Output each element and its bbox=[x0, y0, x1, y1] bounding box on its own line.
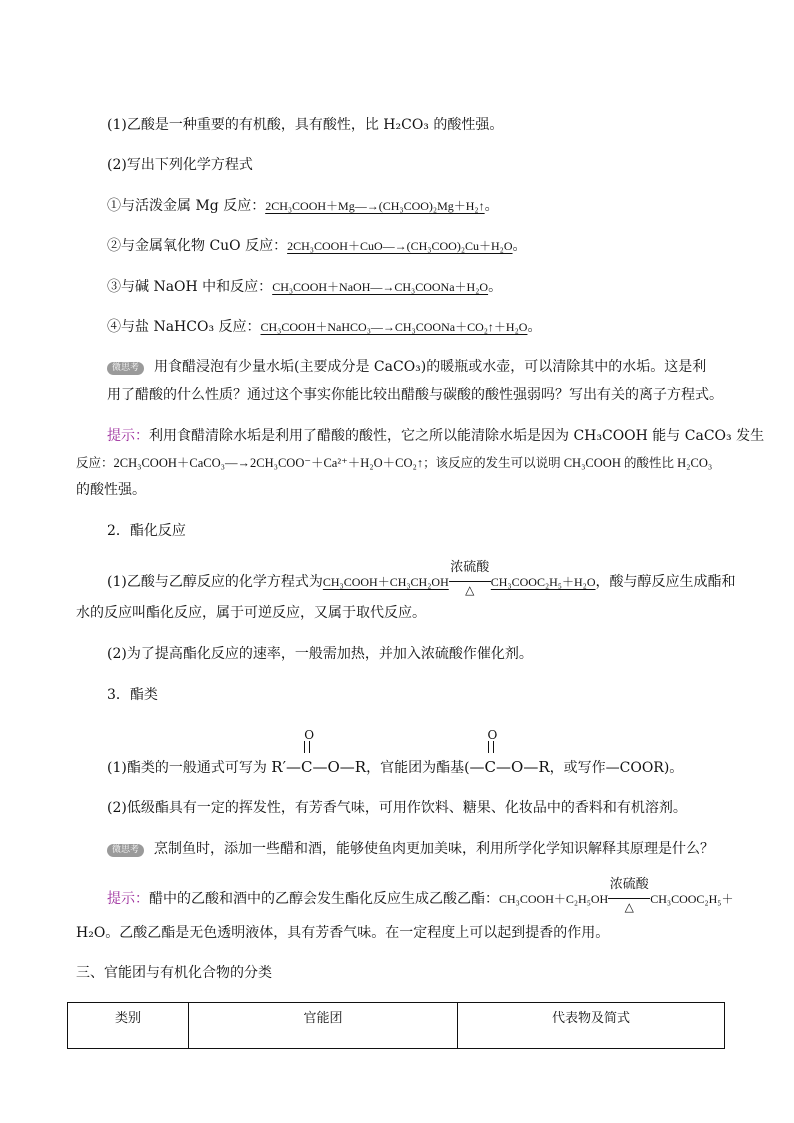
equation-right: CH₃COOC₂H₅＋H₂O bbox=[490, 575, 596, 589]
text: ，酸与醇反应生成酯和 bbox=[595, 574, 736, 590]
think-text: 烹制鱼时，添加一些醋和酒，能够使鱼肉更加美味，利用所学化学知识解释其原理是什么？ bbox=[154, 841, 715, 857]
equation-label: ③与碱 NaOH 中和反应： bbox=[107, 279, 273, 295]
equation-nahco3: ④与盐 NaHCO₃ 反应：CH₃COOH＋NaHCO₃―→CH₃COONa＋CO₂↑＋H₂O。 bbox=[107, 319, 542, 335]
think-question-2 bbox=[107, 840, 714, 858]
ester-properties: (2)低级酯具有一定的挥发性，有芳香气味，可用作饮料、糖果、化妆品中的香料和有机溶剂。 bbox=[107, 800, 687, 816]
think-question-1-cont: 用了醋酸的什么性质？通过这个事实你能比较出醋酸与碳酸的酸性强弱吗？写出有关的离子方程式。 bbox=[107, 387, 723, 403]
ester-group-formula bbox=[469, 728, 550, 776]
reaction-condition bbox=[449, 560, 491, 597]
header-category: 类别 bbox=[68, 1003, 189, 1049]
section-esters: 3．酯类 bbox=[107, 687, 158, 703]
hint-text: 醋中的乙酸和酒中的乙醇会发生酯化反应生成乙酸乙酯： bbox=[149, 891, 499, 907]
table-header-row bbox=[68, 1003, 725, 1049]
section-esterification: 2．酯化反应 bbox=[107, 523, 186, 539]
think-badge: 微思考 bbox=[107, 844, 144, 857]
text: (1)酯类的一般通式可写为 bbox=[107, 760, 267, 776]
equation-answer: 2CH₃COOH＋CuO―→(CH₃COO)₂Cu＋H₂O bbox=[287, 239, 513, 253]
equation-right: CH₃COOC₂H₅＋ bbox=[650, 892, 734, 906]
carbonyl-oxygen: O bbox=[487, 728, 498, 742]
paragraph-equations-heading: (2)写出下列化学方程式 bbox=[107, 157, 253, 173]
condition-catalyst: 浓硫酸 bbox=[450, 560, 490, 575]
equation-label: ④与盐 NaHCO₃ 反应： bbox=[107, 319, 261, 335]
carbonyl-oxygen: O bbox=[304, 728, 315, 742]
header-functional-group: 官能团 bbox=[189, 1003, 458, 1049]
equation-answer: 2CH₃COOH＋Mg―→(CH₃COO)₂Mg＋H₂↑ bbox=[265, 199, 485, 213]
esterification-definition: 水的反应叫酯化反应，属于可逆反应，又属于取代反应。 bbox=[76, 605, 426, 621]
section-functional-groups: 三、官能团与有机化合物的分类 bbox=[76, 965, 272, 981]
equation-label: ①与活泼金属 Mg 反应： bbox=[107, 198, 266, 214]
condition-heat: △ bbox=[624, 900, 634, 914]
paragraph-acid-strength: (1)乙酸是一种重要的有机酸，具有酸性，比 H₂CO₃ 的酸性强。 bbox=[107, 117, 504, 133]
hint-1-end: 的酸性强。 bbox=[76, 482, 146, 498]
condition-catalyst: 浓硫酸 bbox=[609, 877, 649, 892]
hint-1 bbox=[107, 427, 764, 445]
reaction-condition bbox=[608, 877, 650, 914]
condition-heat: △ bbox=[465, 583, 475, 597]
think-question-1 bbox=[107, 358, 706, 376]
esterification-equation-line bbox=[107, 560, 736, 597]
think-text: 用食醋浸泡有少量水垢(主要成分是 CaCO₃)的暖瓶或水壶，可以清除其中的水垢。这是利 bbox=[154, 359, 707, 375]
equation-mg: ①与活泼金属 Mg 反应：2CH₃COOH＋Mg―→(CH₃COO)₂Mg＋H₂↑。 bbox=[107, 198, 499, 214]
hint-label: 提示： bbox=[107, 428, 149, 444]
text: ，官能团为酯基( bbox=[366, 760, 470, 776]
hint-2-cont: H₂O。乙酸乙酯是无色透明液体，具有芳香气味。在一定程度上可以起到提香的作用。 bbox=[76, 925, 610, 941]
classification-table bbox=[67, 1002, 725, 1049]
equation-answer: CH₃COOH＋NaOH―→CH₃COONa＋H₂O bbox=[272, 280, 489, 294]
formula-text: R′—C—O—R bbox=[271, 758, 367, 776]
equation-cuo: ②与金属氧化物 CuO 反应：2CH₃COOH＋CuO―→(CH₃COO)₂Cu＋H₂O。 bbox=[107, 238, 527, 254]
equation-left: CH₃COOH＋CH₃CH₂OH bbox=[322, 575, 449, 589]
header-representative: 代表物及简式 bbox=[458, 1003, 725, 1049]
formula-text: —C—O—R bbox=[469, 758, 550, 776]
hint-text: 利用食醋清除水垢是利用了醋酸的酸性，它之所以能清除水垢是因为 CH₃COOH 能与 CaCO₃ 发生 bbox=[149, 428, 765, 444]
hint-2 bbox=[107, 877, 734, 914]
equation-label: ②与金属氧化物 CuO 反应： bbox=[107, 238, 288, 254]
text: ，或写作—COOR)。 bbox=[549, 760, 684, 776]
equation-answer: CH₃COOH＋NaHCO₃―→CH₃COONa＋CO₂↑＋H₂O bbox=[260, 320, 528, 334]
ester-general-formula-line bbox=[107, 728, 684, 777]
hint-1-equation: 反应：2CH₃COOH＋CaCO₃―→2CH₃COO⁻＋Ca²⁺＋H₂O＋CO₂↑；该反应的发生可以说明 CH₃COOH 的酸性比 H₂CO₃ bbox=[76, 456, 713, 470]
ester-general-formula bbox=[271, 728, 367, 776]
equation-left: CH₃COOH＋C₂H₅OH bbox=[499, 892, 609, 906]
hint-label: 提示： bbox=[107, 891, 149, 907]
esterification-rate: (2)为了提高酯化反应的速率，一般需加热，并加入浓硫酸作催化剂。 bbox=[107, 646, 533, 662]
think-badge: 微思考 bbox=[107, 362, 144, 375]
equation-naoh: ③与碱 NaOH 中和反应：CH₃COOH＋NaOH―→CH₃COONa＋H₂O。 bbox=[107, 279, 503, 295]
text: (1)乙酸与乙醇反应的化学方程式为 bbox=[107, 574, 323, 590]
